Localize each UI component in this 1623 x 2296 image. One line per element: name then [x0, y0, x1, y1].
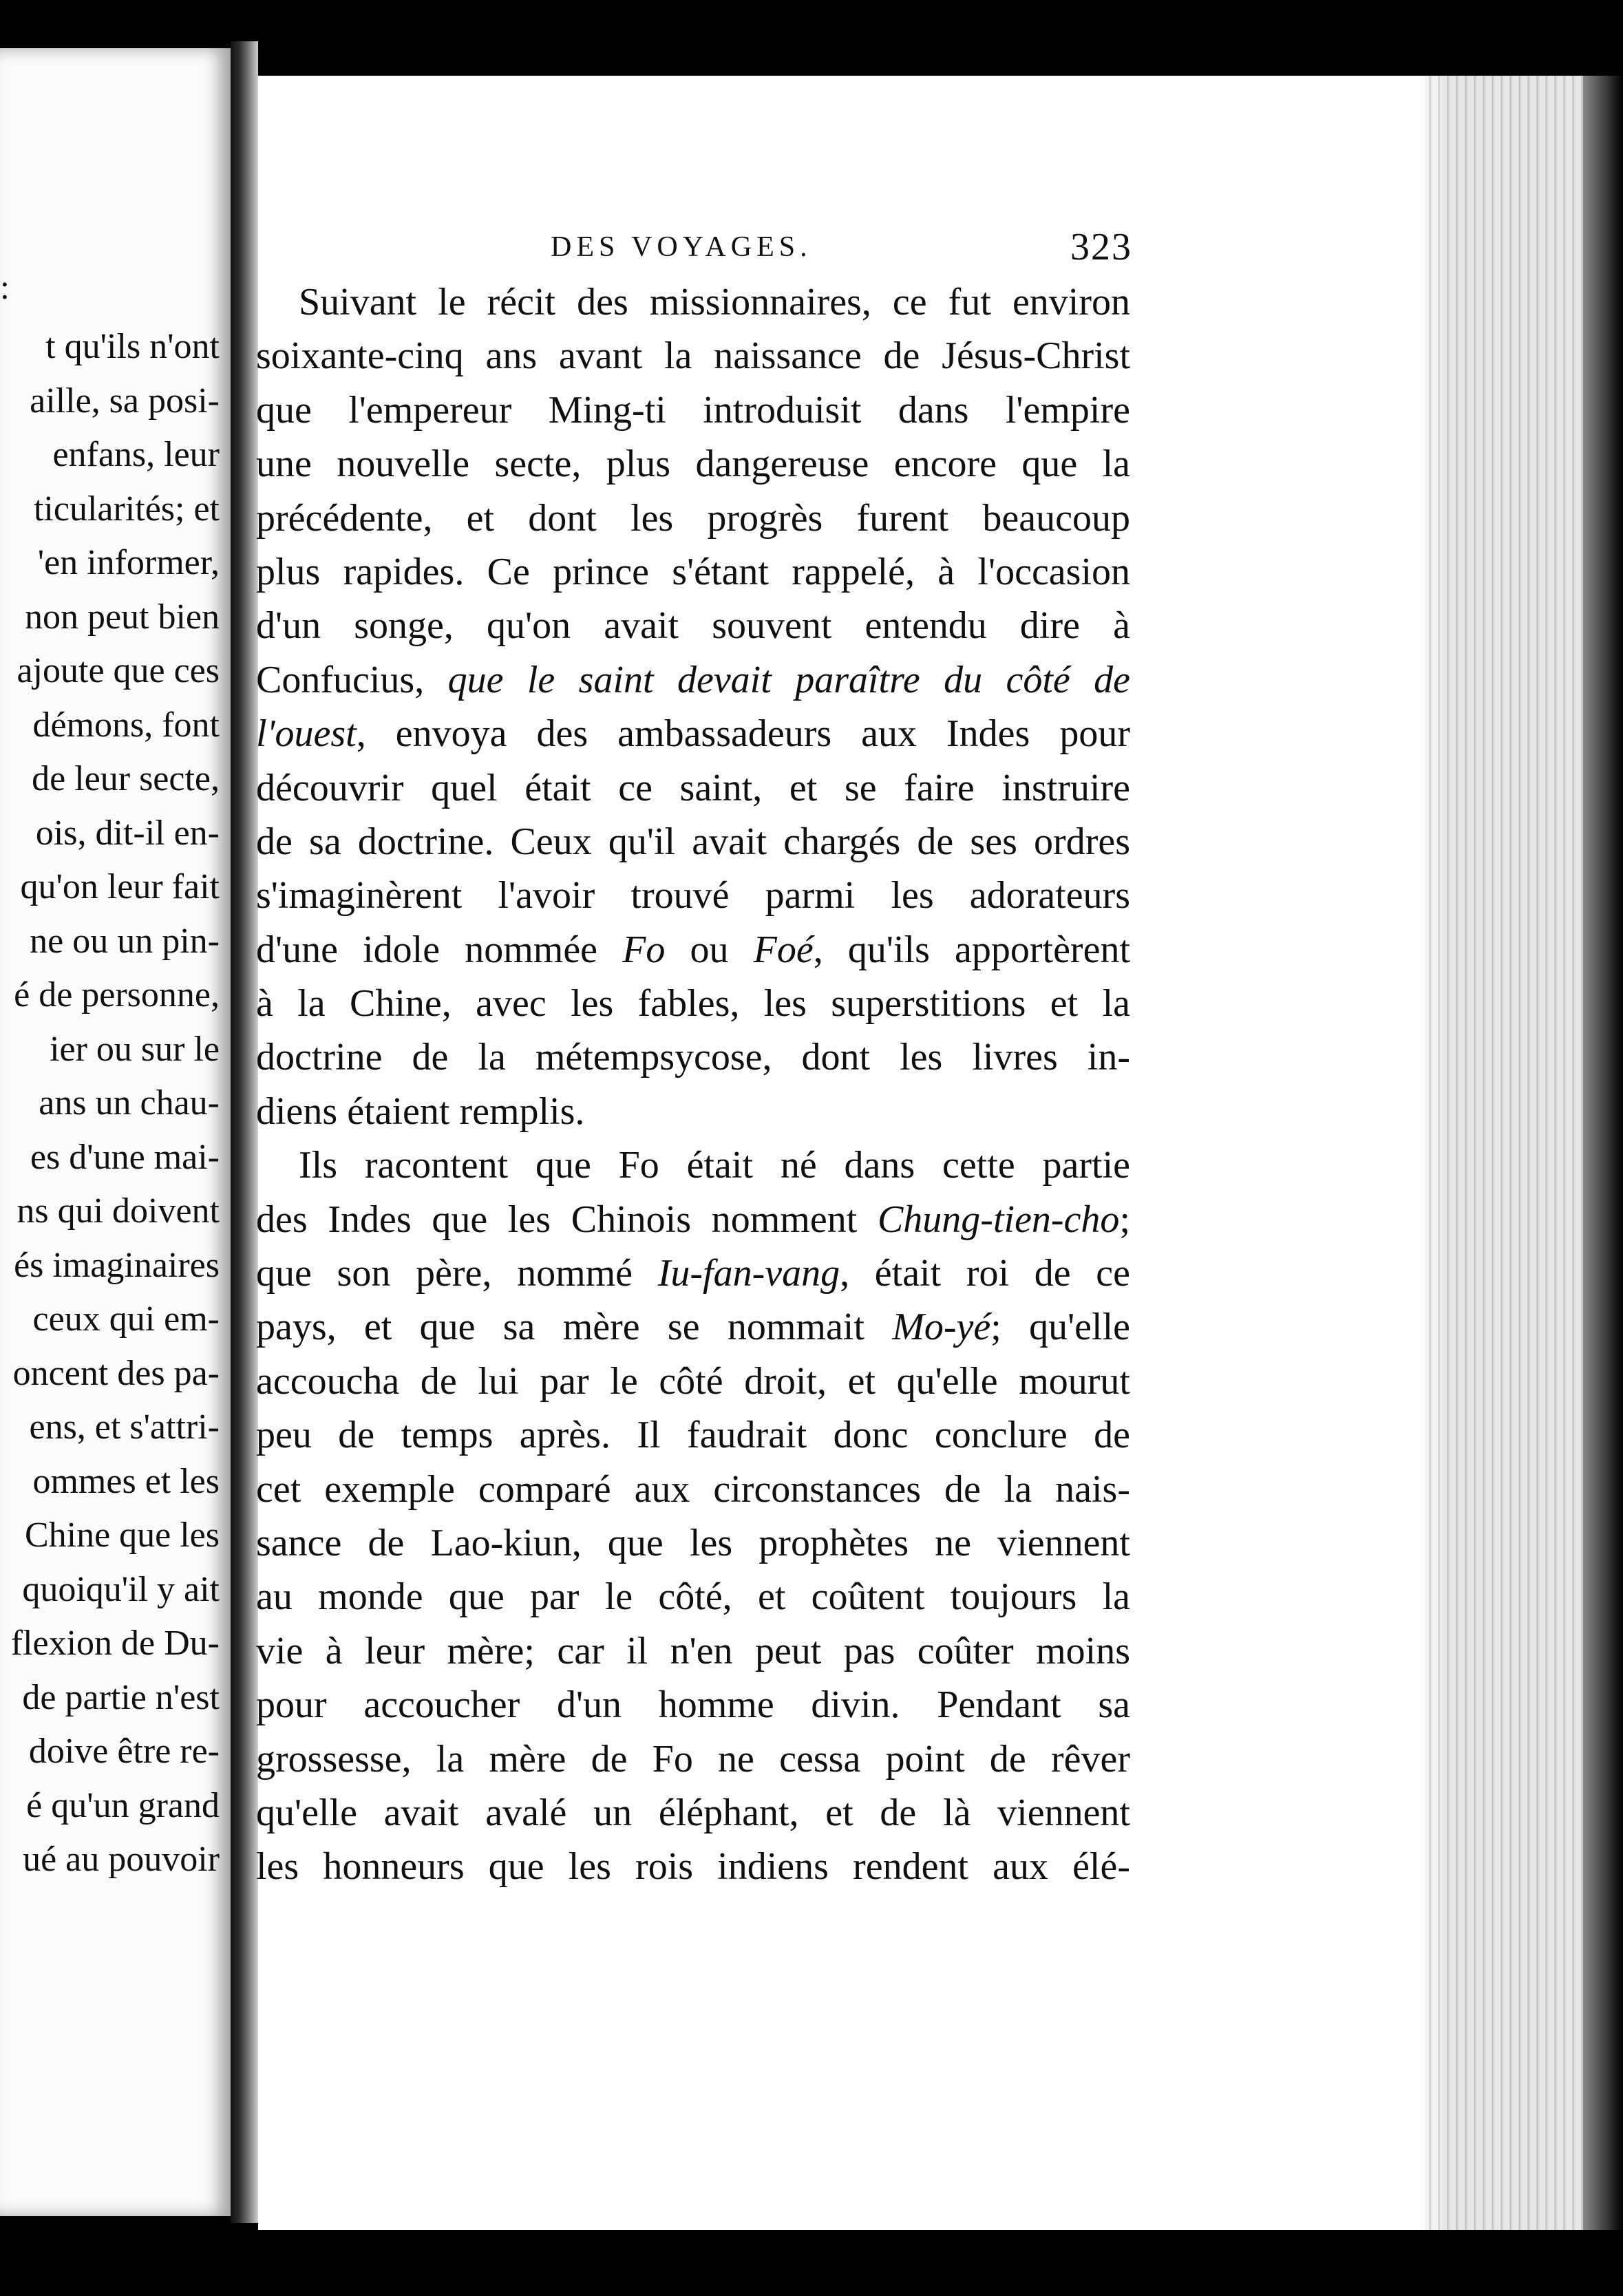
text-run: ; — [1119, 1198, 1130, 1241]
text-run: , qu'ils apportèrent — [813, 928, 1130, 971]
text-line: sance de Lao-kiun, que les prophètes ne viennent — [256, 1521, 1130, 1564]
left-page-line: 'en informer, — [37, 543, 220, 582]
left-page-line: ué au pouvoir — [23, 1840, 220, 1879]
left-page-line: ceux qui em- — [32, 1299, 220, 1339]
italic-run: Mo-yé — [892, 1306, 991, 1349]
book-gutter — [231, 41, 258, 2223]
text-run: que son père, nommé — [256, 1252, 658, 1295]
left-page-line: ommes et les — [32, 1461, 220, 1501]
left-page-marker: : — [0, 268, 10, 306]
text-line: qu'elle avait avalé un éléphant, et de là viennent — [256, 1791, 1130, 1834]
text-line: de sa doctrine. Ceux qu'il avait chargés de ses ordres — [256, 820, 1130, 863]
left-page-line: ans un chau- — [39, 1083, 220, 1123]
left-page-line: enfans, leur — [52, 435, 220, 474]
italic-run: Fo — [622, 928, 666, 971]
text-line: plus rapides. Ce prince s'étant rappelé, à l'occasion — [256, 550, 1130, 593]
text-line — [256, 707, 1130, 761]
left-page-line: quoiqu'il y ait — [22, 1569, 220, 1609]
italic-run: l'ouest — [256, 712, 357, 756]
left-page-line: Chine que les — [24, 1516, 220, 1555]
left-page-line: qu'on leur fait — [20, 867, 220, 906]
text-line: découvrir quel était ce saint, et se faire instruire — [256, 766, 1130, 809]
left-page-text — [11, 320, 220, 1887]
text-run: d'une idole nommée — [256, 928, 623, 971]
edge-shadow — [1583, 76, 1623, 2230]
left-facing-page — [0, 48, 231, 2216]
text-line: d'un songe, qu'on avait souvent entendu dire à — [256, 604, 1130, 648]
text-line: cet exemple comparé aux circonstances de la nais- — [256, 1467, 1130, 1511]
left-page-line: t qu'ils n'ont — [45, 327, 220, 366]
left-page-line: aille, sa posi- — [30, 381, 220, 421]
text-line: soixante-cinq ans avant la naissance de Jésus-Christ — [256, 334, 1130, 378]
text-line: au monde que par le côté, et coûtent toujours la — [256, 1575, 1130, 1619]
left-page-line: é de personne, — [14, 975, 220, 1014]
left-page-line: ns qui doivent — [17, 1191, 220, 1231]
page-number: 323 — [1070, 226, 1132, 268]
text-line — [256, 1300, 1130, 1354]
text-line: peu de temps après. Il faudrait donc conclure de — [256, 1414, 1130, 1457]
text-run: , envoya des ambassadeurs aux Indes pour — [356, 712, 1130, 756]
left-page-line: oncent des pa- — [12, 1353, 220, 1393]
text-run: pays, et que sa mère se nommait — [256, 1306, 893, 1349]
left-page-line: es d'une mai- — [30, 1137, 220, 1177]
text-line: grossesse, la mère de Fo ne cessa point de rêver — [256, 1737, 1130, 1781]
left-page-line: non peut bien — [24, 597, 220, 637]
text-line: à la Chine, avec les fables, les superstitions et la — [256, 982, 1130, 1025]
body-text — [256, 275, 1130, 1894]
text-line: s'imaginèrent l'avoir trouvé parmi les adorateurs — [256, 874, 1130, 917]
left-page-line: és imaginaires — [14, 1245, 220, 1285]
text-line: diens étaient remplis. — [256, 1089, 585, 1133]
text-line: que l'empereur Ming-ti introduisit dans l'empire — [256, 388, 1130, 432]
left-page-line: flexion de Du- — [10, 1624, 220, 1663]
text-line: vie à leur mère; car il n'en peut pas coûter moins — [256, 1629, 1130, 1672]
page-header — [551, 226, 1143, 272]
left-page-line: ticularités; et — [33, 489, 220, 529]
left-page-line: ois, dit-il en- — [35, 813, 220, 853]
text-line: doctrine de la métempsycose, dont les livres in- — [256, 1036, 1130, 1079]
left-page-line: démons, font — [32, 705, 220, 745]
text-run: des Indes que les Chinois nomment — [256, 1198, 878, 1241]
left-page-line: de leur secte, — [32, 759, 220, 798]
text-line — [256, 1193, 1130, 1246]
text-line: Ils racontent que Fo était né dans cette partie — [299, 1144, 1130, 1187]
text-line — [256, 923, 1130, 977]
text-line: pour accoucher d'un homme divin. Pendant sa — [256, 1683, 1130, 1727]
text-line — [256, 1246, 1130, 1300]
text-line: les honneurs que les rois indiens rendent aux élé- — [256, 1845, 1130, 1889]
text-run: ou — [665, 928, 754, 971]
running-head: DES VOYAGES. — [551, 231, 812, 263]
text-line: Suivant le récit des missionnaires, ce fut environ — [299, 281, 1130, 323]
page-edges — [1425, 76, 1597, 2230]
text-run: , était roi de ce — [840, 1252, 1130, 1295]
text-run: Confucius, — [256, 658, 448, 701]
text-run: ; qu'elle — [990, 1306, 1130, 1349]
italic-run: que le saint devait paraître du côté de — [447, 658, 1130, 701]
left-page-line: é qu'un grand — [26, 1785, 220, 1825]
left-page-line: de partie n'est — [22, 1677, 220, 1717]
left-page-line: ne ou un pin- — [30, 921, 220, 961]
left-page-line: ens, et s'attri- — [29, 1407, 220, 1447]
text-line: précédente, et dont les progrès furent beaucoup — [256, 496, 1130, 540]
text-line: accoucha de lui par le côté droit, et qu'elle mourut — [256, 1359, 1130, 1403]
italic-run: Iu-fan-vang — [657, 1252, 840, 1295]
italic-run: Chung-tien-cho — [877, 1198, 1120, 1241]
left-page-line: doive être re- — [28, 1732, 220, 1771]
text-line: une nouvelle secte, plus dangereuse encore que la — [256, 443, 1130, 486]
left-page-line: ajoute que ces — [17, 651, 220, 690]
text-line — [256, 653, 1130, 707]
left-page-line: ier ou sur le — [50, 1029, 220, 1069]
italic-run: Foé — [753, 928, 814, 971]
